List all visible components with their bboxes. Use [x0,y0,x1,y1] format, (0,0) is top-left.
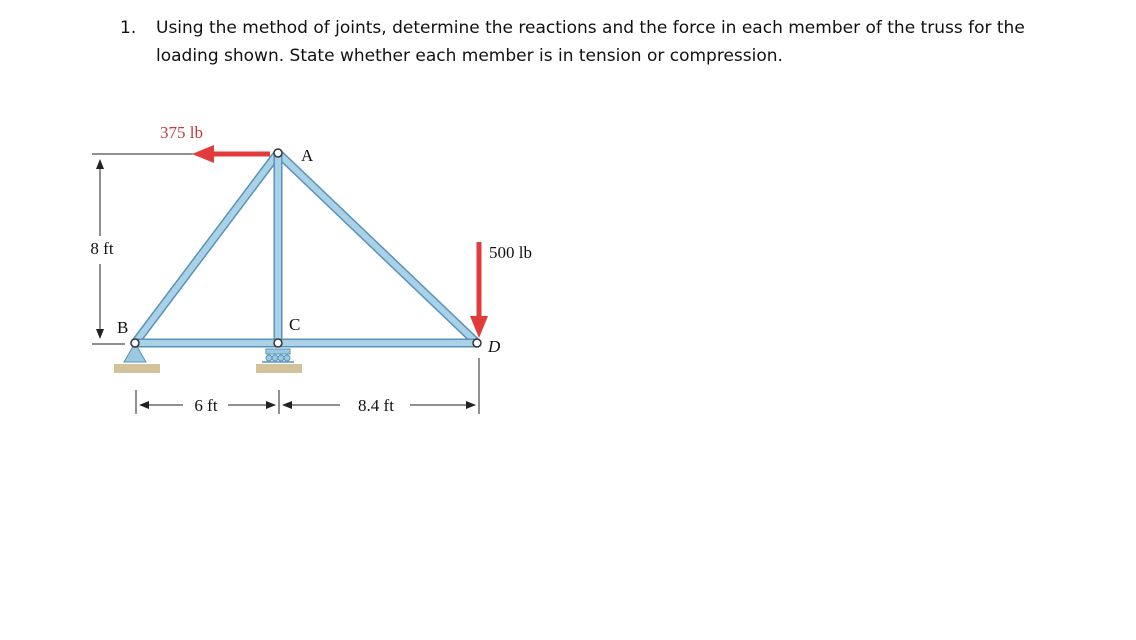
span-dimensions [136,358,479,414]
span-label-cd: 8.4 ft [358,396,394,415]
span-label-bc: 6 ft [194,396,218,415]
roller-support-c [262,349,294,362]
height-dimension-label: 8 ft [90,239,114,258]
problem-text: Using the method of joints, determine the reactions and the force in each member of the truss for the loading shown. State whether each member is in tension or compression. [156,18,1025,66]
member-ab [135,153,278,343]
load-arrow-horizontal [192,145,270,163]
joint-label-c: C [289,315,301,334]
joint-label-b: B [117,318,129,337]
joint-d [473,339,481,347]
load-arrow-vertical [470,242,488,338]
height-dimension [92,154,270,344]
ground-c [256,364,302,373]
joint-b [131,339,139,347]
joint-label-d: D [488,337,501,356]
problem-number: 1. [120,18,137,38]
joint-label-a: A [301,146,314,165]
joint-c [274,339,282,347]
joint-a [274,149,282,157]
load-label-vertical: 500 lb [489,243,532,262]
ground-b [114,364,160,373]
load-label-horizontal: 375 lb [160,123,203,142]
member-ad [278,153,477,343]
